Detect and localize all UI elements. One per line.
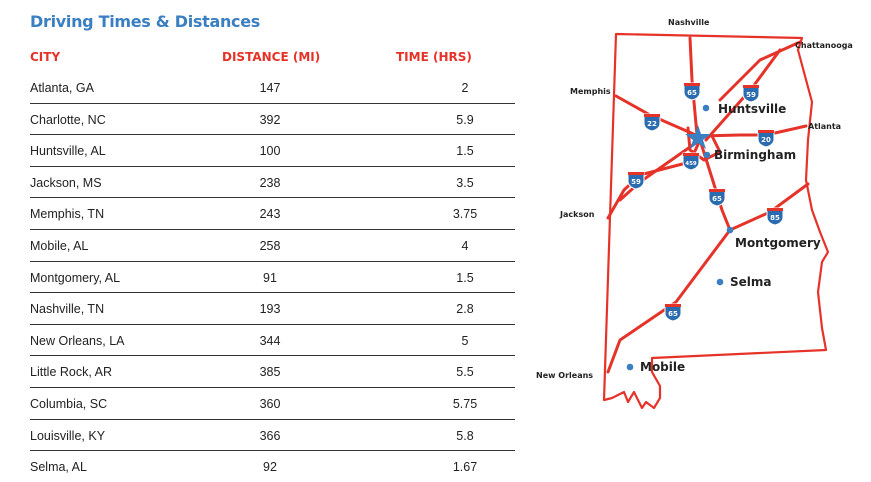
- shield-i59-south: [628, 172, 644, 189]
- time-cell: 2.8: [456, 302, 474, 317]
- state-outline: [604, 34, 828, 408]
- city-cell: Mobile, AL: [30, 238, 89, 253]
- distance-cell: 344: [259, 333, 281, 348]
- road-i65-south: [608, 230, 730, 372]
- time-cell: 1.67: [452, 460, 478, 475]
- label-atlanta: Atlanta: [808, 122, 842, 131]
- city-cell: Montgomery, AL: [30, 270, 121, 285]
- city-cell: New Orleans, LA: [30, 333, 125, 348]
- distance-cell: 92: [263, 460, 277, 475]
- distance-cell: 100: [259, 144, 281, 159]
- shield-i59-north: [743, 85, 759, 102]
- label-chattanooga: Chattanooga: [795, 41, 853, 50]
- city-dot-huntsville: [703, 105, 710, 112]
- svg-text:59: 59: [746, 91, 756, 99]
- city-dot-montgomery: [727, 227, 734, 234]
- city-dot-mobile: [627, 364, 634, 371]
- city-cell: Louisville, KY: [30, 428, 106, 443]
- header-distance: DISTANCE (MI): [222, 50, 321, 64]
- label-montgomery: Montgomery: [735, 236, 821, 250]
- distance-cell: 360: [259, 396, 281, 411]
- city-cell: Jackson, MS: [30, 175, 102, 190]
- distance-cell: 392: [259, 112, 281, 127]
- svg-text:65: 65: [668, 310, 678, 318]
- city-cell: Charlotte, NC: [30, 112, 106, 127]
- city-cell: Nashville, TN: [30, 302, 105, 317]
- distance-cell: 147: [259, 81, 281, 95]
- header-time: TIME (HRS): [396, 50, 472, 64]
- time-cell: 4: [461, 238, 469, 253]
- label-new-orleans: New Orleans: [536, 371, 594, 380]
- svg-text:65: 65: [712, 195, 722, 203]
- road-i59-south: [608, 140, 700, 218]
- label-nashville: Nashville: [668, 18, 710, 27]
- distance-cell: 243: [259, 207, 281, 222]
- shield-i459: [683, 153, 699, 170]
- shield-i20: [758, 130, 774, 147]
- distance-cell: 238: [259, 175, 281, 190]
- svg-text:459: 459: [685, 161, 697, 167]
- time-cell: 1.5: [456, 270, 474, 285]
- city-cell: Memphis, TN: [30, 207, 105, 222]
- road-i85: [730, 184, 808, 230]
- distance-cell: 91: [263, 270, 277, 285]
- city-cell: Little Rock, AR: [30, 365, 112, 380]
- distance-cell: 193: [259, 302, 281, 317]
- svg-text:59: 59: [631, 178, 641, 186]
- city-cell: Columbia, SC: [30, 396, 108, 411]
- time-cell: 1.5: [456, 144, 474, 159]
- svg-text:85: 85: [770, 214, 780, 222]
- svg-text:22: 22: [647, 120, 657, 128]
- label-jackson: Jackson: [560, 210, 595, 219]
- shield-i65-north: [684, 83, 700, 100]
- time-cell: 3.75: [452, 207, 478, 222]
- time-cell: 5: [461, 333, 469, 348]
- time-cell: 5.5: [456, 365, 474, 380]
- city-cell: Selma, AL: [30, 460, 87, 475]
- time-cell: 5.9: [456, 112, 474, 127]
- distance-cell: 385: [259, 365, 281, 380]
- shield-i85: [767, 208, 783, 225]
- label-mobile: Mobile: [640, 360, 686, 374]
- time-cell: 5.75: [452, 396, 478, 411]
- city-dot-birmingham: [704, 152, 711, 159]
- label-memphis: Memphis: [570, 87, 611, 96]
- time-cell: 3.5: [456, 175, 474, 190]
- time-cell: 5.8: [456, 428, 474, 443]
- label-selma: Selma: [730, 275, 772, 289]
- label-birmingham: Birmingham: [714, 148, 797, 162]
- city-cell: Huntsville, AL: [30, 144, 106, 159]
- svg-text:65: 65: [687, 89, 697, 97]
- city-dot-selma: [717, 279, 724, 286]
- distance-cell: 366: [259, 428, 281, 443]
- shield-i65-mid: [709, 189, 725, 206]
- road-chattanooga: [720, 42, 800, 100]
- shield-i22: [644, 114, 660, 131]
- page-title: Driving Times & Distances: [30, 12, 261, 31]
- city-cell: Atlanta, GA: [30, 81, 94, 95]
- time-cell: 2: [461, 81, 469, 95]
- distance-cell: 258: [259, 238, 281, 253]
- shield-i65-south: [665, 304, 681, 321]
- svg-text:20: 20: [761, 136, 771, 144]
- header-city: CITY: [30, 50, 61, 64]
- label-huntsville: Huntsville: [718, 102, 787, 116]
